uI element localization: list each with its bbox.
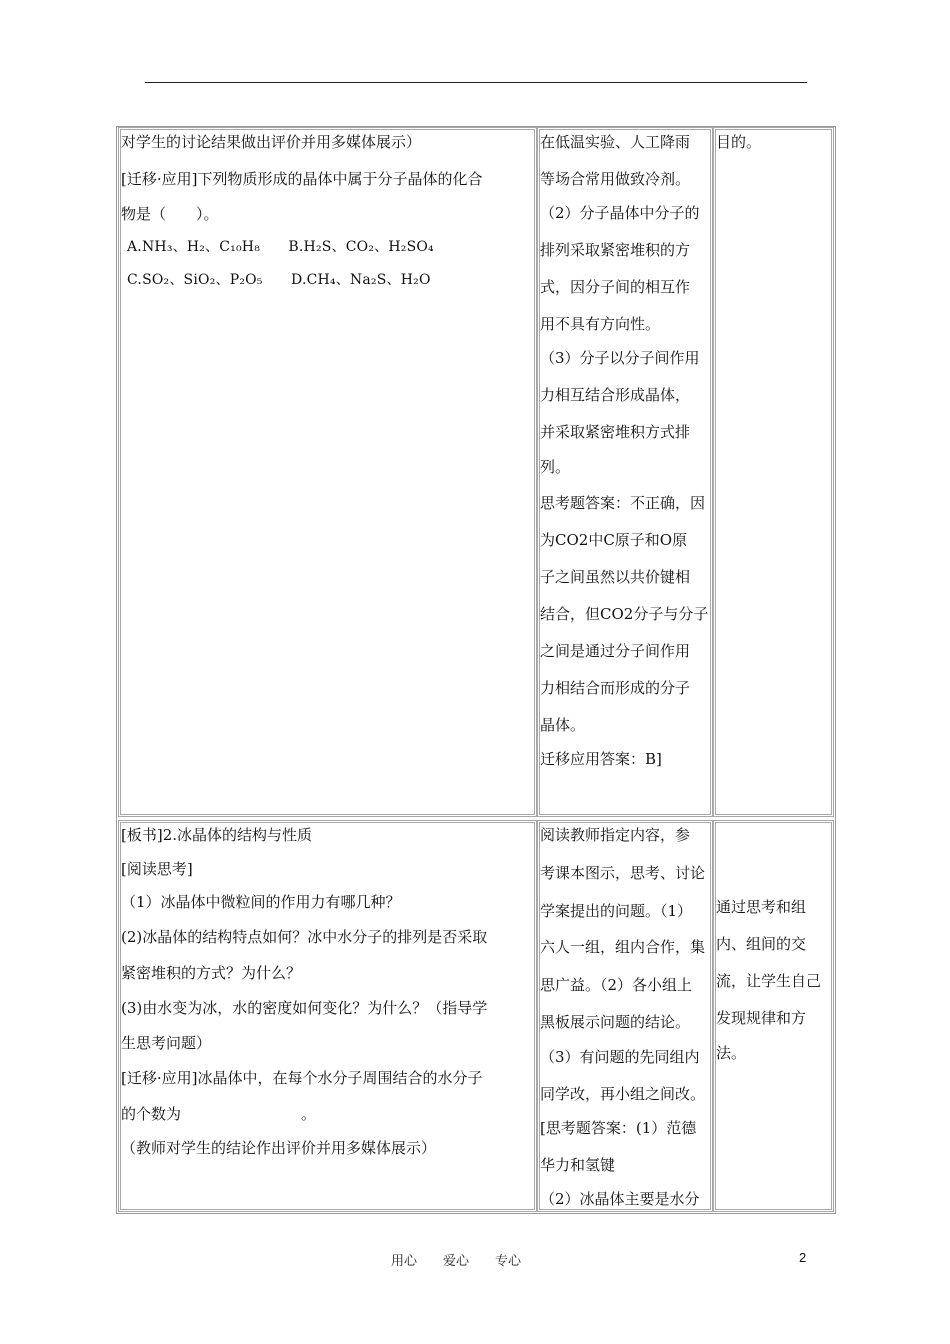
row1-purpose-cell — [713, 127, 834, 817]
text-line: 之间是通过分子间作用 — [540, 642, 691, 660]
text-line: 阅读教师指定内容，参 — [540, 826, 691, 844]
text-line: 子之间虽然以共价键相 — [540, 568, 691, 586]
row1-teacher-cell — [118, 127, 537, 817]
text-line: [迁移·应用]下列物质形成的晶体中属于分子晶体的化合 — [121, 170, 483, 188]
text-line: 六人一组，组内合作，集 — [540, 938, 706, 956]
text-line: [板书]2.冰晶体的结构与性质 — [121, 826, 313, 844]
text-line: 用不具有方向性。 — [540, 315, 661, 333]
text-line: 力相互结合形成晶体， — [540, 386, 691, 404]
text-line: （3）分子以分子间作用 — [540, 349, 700, 367]
page-number: 2 — [799, 1250, 807, 1265]
text-line: [阅读思考] — [121, 860, 193, 878]
text-line: 通过思考和组 — [716, 898, 807, 916]
text-line: （3）有问题的先同组内 — [540, 1048, 700, 1066]
text-line: 法。 — [716, 1044, 747, 1062]
text-line: 列。 — [540, 458, 571, 476]
header-rule — [145, 82, 807, 83]
text-line: 迁移应用答案：B] — [540, 750, 662, 768]
text-line: 晶体。 — [540, 716, 586, 734]
text-line: (3)由水变为冰，水的密度如何变化？为什么？（指导学 — [121, 999, 488, 1017]
text-line: 的个数为 。 — [121, 1105, 317, 1123]
text-line: (2)冰晶体的结构特点如何？冰中水分子的排列是否采取 — [121, 928, 488, 946]
text-line: 同学改，再小组之间改。 — [540, 1085, 706, 1103]
text-line: （教师对学生的结论作出评价并用多媒体展示） — [121, 1139, 437, 1157]
option-line: A.NH₃、H₂、C₁₀H₈ B.H₂S、CO₂、H₂SO₄ — [127, 239, 434, 255]
footer-text: 用心 爱心 专心 — [391, 1254, 522, 1269]
text-line: 等场合常用做致冷剂。 — [540, 170, 691, 188]
text-line: 思考题答案：不正确，因 — [540, 494, 706, 512]
text-line: 力相结合而形成的分子 — [540, 679, 691, 697]
text-line: [思考题答案：(1）范德 — [540, 1119, 697, 1137]
text-line: （2）分子晶体中分子的 — [540, 204, 700, 222]
text-line: （2）冰晶体主要是水分 — [540, 1190, 700, 1208]
text-line: 目的。 — [716, 133, 762, 151]
text-line: 华力和氢键 — [540, 1156, 616, 1174]
text-line: 流，让学生自己 — [716, 972, 822, 990]
text-line: 学案提出的问题。（1） — [540, 902, 693, 920]
text-line: 紧密堆积的方式？为什么？ — [121, 964, 302, 982]
text-line: 内、组间的交 — [716, 935, 807, 953]
text-line: 结合，但CO2分子与分子 — [540, 605, 709, 623]
text-line: 生思考问题） — [121, 1034, 212, 1052]
text-line: [迁移·应用]冰晶体中，在每个水分子周围结合的水分子 — [121, 1069, 483, 1087]
text-line: 为CO2中C原子和O原 — [540, 531, 688, 549]
text-line: 并采取紧密堆积方式排 — [540, 423, 691, 441]
text-line: 在低温实验、人工降雨 — [540, 133, 691, 151]
text-line: 式，因分子间的相互作 — [540, 278, 691, 296]
text-line: 思广益。（2）各小组上 — [540, 976, 693, 994]
text-line: 考课本图示，思考、讨论 — [540, 864, 706, 882]
text-line: 黑板展示问题的结论。 — [540, 1013, 691, 1031]
text-line: 对学生的讨论结果做出评价并用多媒体展示） — [121, 133, 422, 151]
option-line: C.SO₂、SiO₂、P₂O₅ D.CH₄、Na₂S、H₂O — [127, 272, 431, 288]
text-line: 物是（ ）。 — [121, 205, 219, 223]
text-line: 排列采取紧密堆积的方 — [540, 241, 691, 259]
text-line: （1）冰晶体中微粒间的作用力有哪几种？ — [121, 893, 401, 911]
text-line: 发现规律和方 — [716, 1009, 807, 1027]
